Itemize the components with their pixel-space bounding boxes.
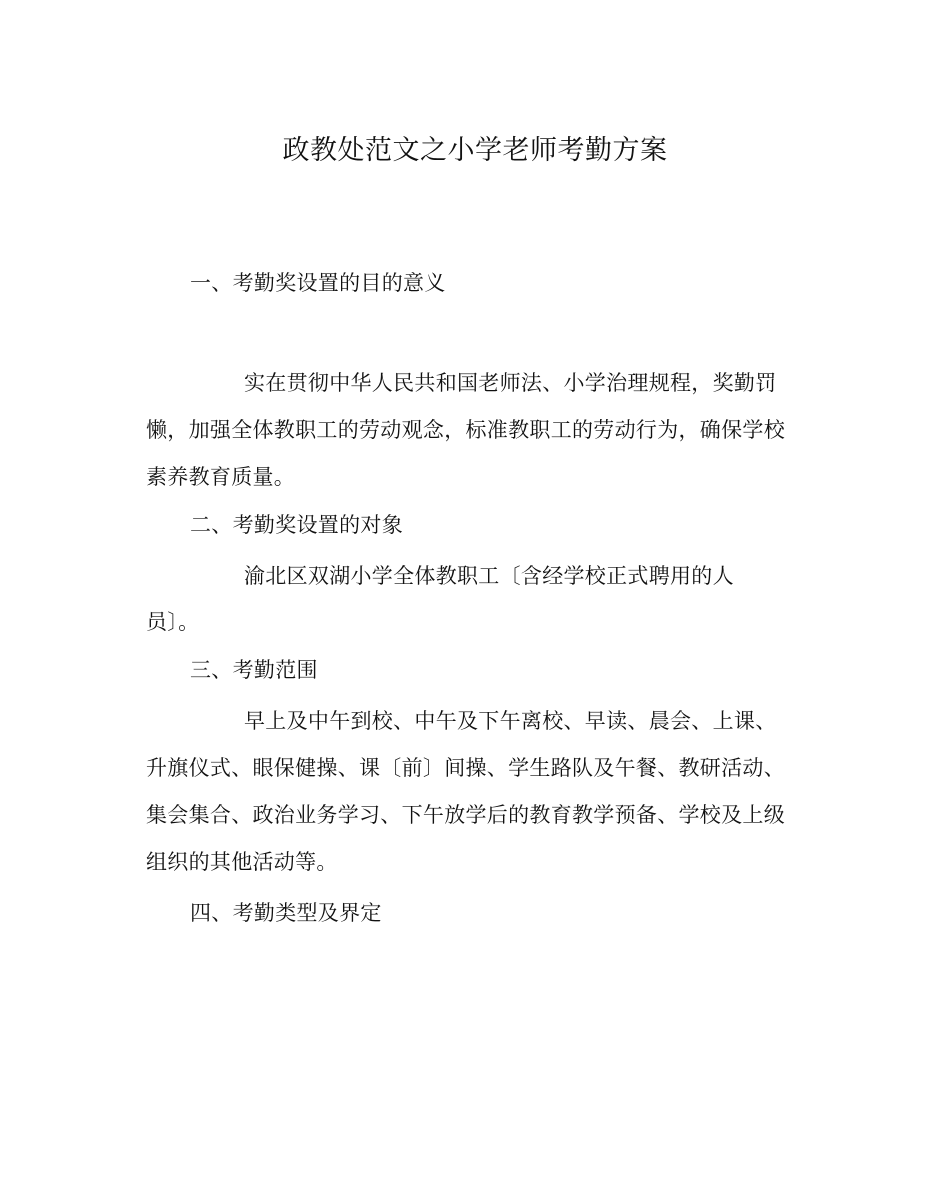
paragraph-line: 员〕。 <box>146 610 200 634</box>
paragraph-line: 实在贯彻中华人民共和国老师法、小学治理规程，奖勤罚 <box>244 371 777 395</box>
paragraph-line: 素养教育质量。 <box>146 465 296 489</box>
paragraph-line: 渝北区双湖小学全体教职工〔含经学校正式聘用的人 <box>244 564 734 588</box>
paragraph-line: 集会集合、政治业务学习、下午放学后的教育教学预备、学校及上级 <box>146 803 785 827</box>
section-heading-3: 三、考勤范围 <box>190 658 318 682</box>
document-title: 政教处范文之小学老师考勤方案 <box>282 135 668 166</box>
paragraph-line: 早上及中午到校、中午及下午离校、早读、晨会、上课、 <box>244 709 777 733</box>
paragraph-line: 懒，加强全体教职工的劳动观念，标准教职工的劳动行为，确保学校 <box>146 418 785 442</box>
paragraph-line: 组织的其他活动等。 <box>146 850 338 874</box>
paragraph-line: 升旗仪式、眼保健操、课〔前〕间操、学生路队及午餐、教研活动、 <box>146 756 785 780</box>
section-heading-1: 一、考勤奖设置的目的意义 <box>190 271 446 295</box>
section-heading-4: 四、考勤类型及界定 <box>190 901 382 925</box>
section-heading-2: 二、考勤奖设置的对象 <box>190 513 403 537</box>
